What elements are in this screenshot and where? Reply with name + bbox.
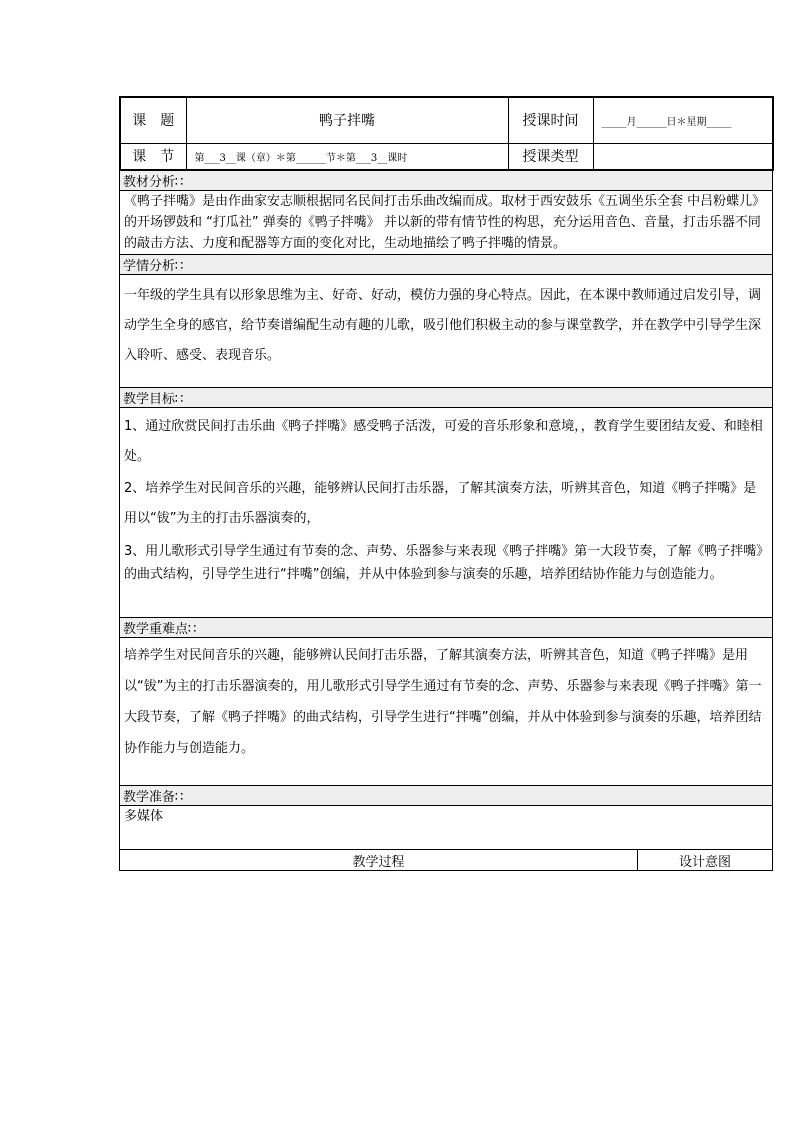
keypoints-text: 培养学生对民间音乐的兴趣，能够辨认民间打击乐器，了解其演奏方法，听辨其音色，知道《鸭子拌嘴》是用以“钹”为主的打击乐器演奏的，用儿歌形式引导学生通过有节奏的念、声势、乐器参与来表现《鸭子拌嘴》第一大段节奏，了解《鸭子拌嘴》的曲式结构，引导学生进行“拌嘴”创编，并从中体验到参与演奏的乐趣，培养团结协作能力与创造能力。 bbox=[120, 638, 773, 786]
section-label: 课 节 bbox=[120, 143, 186, 170]
prep-heading: 教学准备∷ bbox=[120, 786, 773, 806]
type-value bbox=[593, 143, 773, 170]
goal-item-2: 2、培养学生对民间音乐的兴趣，能够辨认民间打击乐器，了解其演奏方法，听辨其音色，知道《鸭子拌嘴》是用以“钹”为主的打击乐器演奏的， bbox=[124, 481, 757, 526]
lesson-plan-header-table bbox=[119, 96, 774, 171]
keypoints-heading: 教学重难点∷ bbox=[120, 618, 773, 638]
intent-column-header: 设计意图 bbox=[638, 850, 773, 871]
goal-item-3: 3、用儿歌形式引导学生通过有节奏的念、声势、乐器参与来表现《鸭子拌嘴》第一大段节奏，了解《鸭子拌嘴》的曲式结构，引导学生进行“拌嘴”创编，并从中体验到参与演奏的乐趣，培养团结协作能力与创造能力。 bbox=[124, 544, 763, 582]
material-text: 《鸭子拌嘴》是由作曲家安志顺根据同名民间打击乐曲改编而成。取材于西安鼓乐《五调坐乐全套 中吕粉蝶儿》的开场锣鼓和 “打瓜社” 弹奏的《鸭子拌嘴》 并以新的带有情节性的构思，充分运用音色、音量，打击乐器不同的敲击方法、力度和配器等方面的变化对比，生动地描绘了鸭子拌嘴的情景。 bbox=[120, 191, 773, 255]
topic-label: 课 题 bbox=[120, 97, 186, 143]
process-column-header: 教学过程 bbox=[120, 850, 638, 871]
goals-heading: 教学目标∷ bbox=[120, 388, 773, 408]
topic-value: 鸭子拌嘴 bbox=[186, 97, 508, 143]
prep-text: 多媒体 bbox=[120, 806, 773, 850]
section-value: 第___3__课（章）＊第______节＊第___3__课时 bbox=[186, 143, 508, 170]
students-heading: 学情分析∷ bbox=[120, 255, 773, 275]
lesson-plan-body-table bbox=[119, 170, 773, 871]
goals-list bbox=[120, 408, 773, 618]
goal-item-1: 1、通过欣赏民间打击乐曲《鸭子拌嘴》感受鸭子活泼，可爱的音乐形象和意境，，教育学生要团结友爱、和睦相处。 bbox=[124, 419, 763, 464]
lesson-plan-sheet bbox=[119, 96, 772, 871]
type-label: 授课类型 bbox=[508, 143, 593, 170]
students-text: 一年级的学生具有以形象思维为主、好奇、好动，模仿力强的身心特点。因此，在本课中教师通过启发引导，调动学生全身的感官，给节奏谱编配生动有趣的儿歌，吸引他们积极主动的参与课堂教学，并在教学中引导学生深入聆听、感受、表现音乐。 bbox=[120, 275, 773, 388]
time-label: 授课时间 bbox=[508, 97, 593, 143]
material-heading: 教材分析∷ bbox=[120, 171, 773, 191]
time-value: _____月______日＊星期_____ bbox=[593, 97, 773, 143]
